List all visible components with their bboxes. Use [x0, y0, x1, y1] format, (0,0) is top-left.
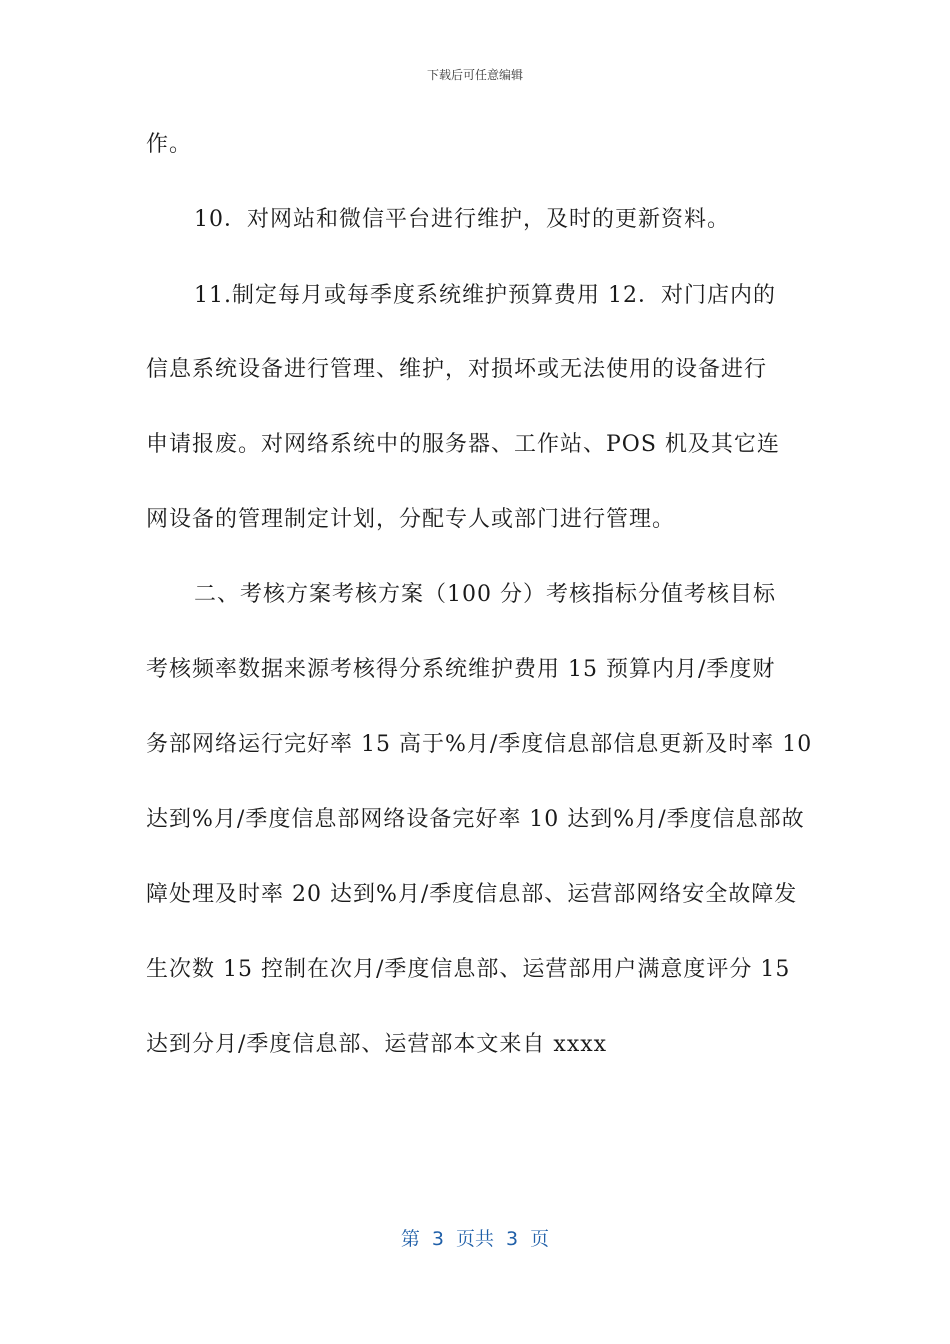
page-header: 下载后可任意编辑 [426, 68, 523, 82]
body-line: 考核频率数据来源考核得分系统维护费用 15 预算内月/季度财 [146, 657, 776, 682]
body-line: 达到分月/季度信息部、运营部本文来自 xxxx [146, 1032, 608, 1057]
body-line: 生次数 15 控制在次月/季度信息部、运营部用户满意度评分 15 [146, 957, 791, 982]
body-line: 10．对网站和微信平台进行维护，及时的更新资料。 [194, 207, 730, 232]
body-line: 达到%月/季度信息部网络设备完好率 10 达到%月/季度信息部故 [146, 807, 805, 832]
body-line: 申请报废。对网络系统中的服务器、工作站、POS 机及其它连 [146, 432, 780, 457]
body-line: 11.制定每月或每季度系统维护预算费用 12．对门店内的 [194, 283, 776, 308]
body-line: 网设备的管理制定计划，分配专人或部门进行管理。 [146, 507, 676, 532]
body-line: 障处理及时率 20 达到%月/季度信息部、运营部网络安全故障发 [146, 882, 798, 907]
body-line: 作。 [146, 132, 193, 157]
page-number: 第 3 页共 3 页 [400, 1228, 550, 1250]
body-line: 信息系统设备进行管理、维护，对损坏或无法使用的设备进行 [146, 357, 768, 382]
body-line: 务部网络运行完好率 15 高于%月/季度信息部信息更新及时率 10 [146, 732, 813, 757]
body-line: 二、考核方案考核方案（100 分）考核指标分值考核目标 [194, 582, 776, 607]
